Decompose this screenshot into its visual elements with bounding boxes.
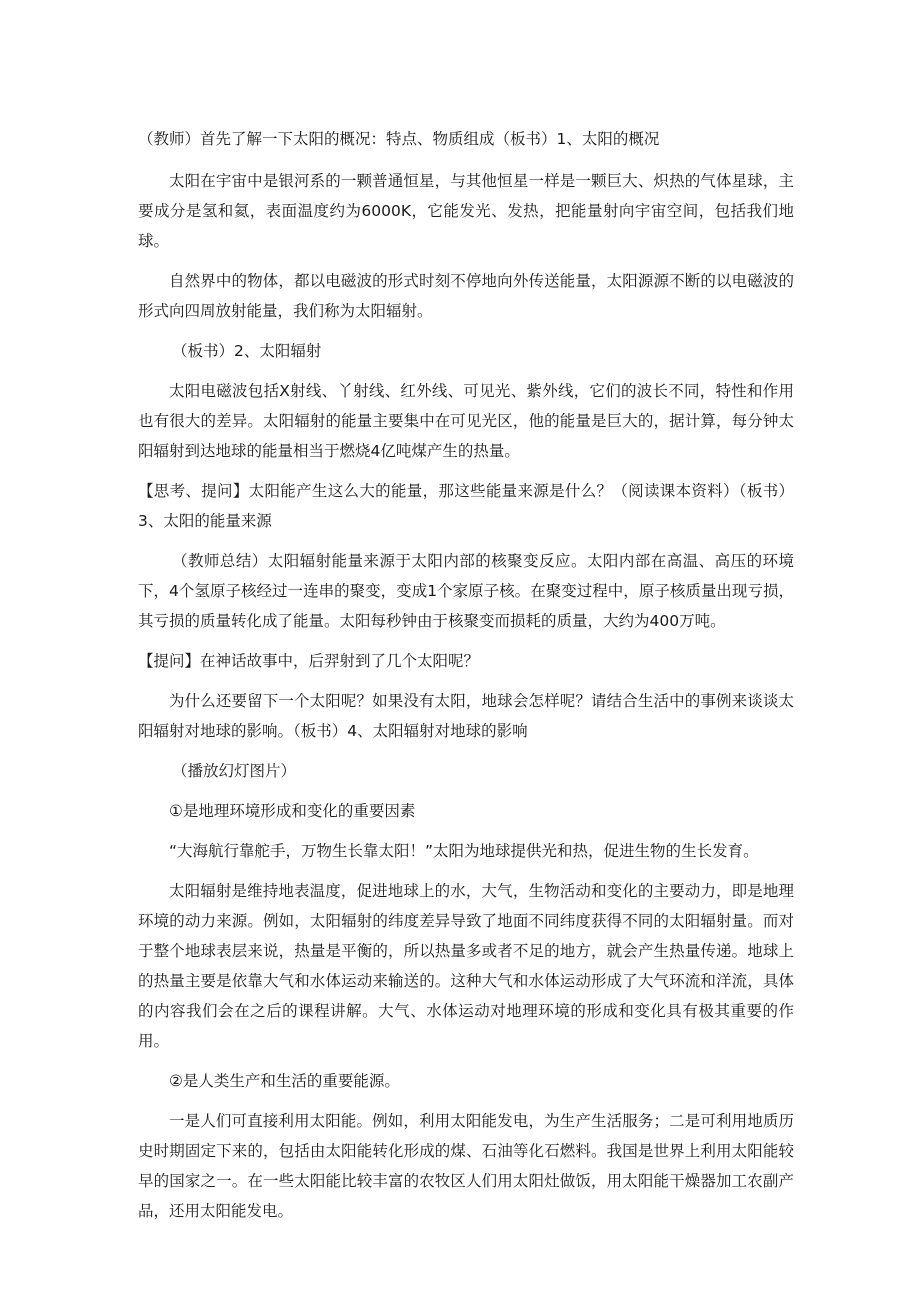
paragraph-myth-question: 【提问】在神话故事中，后羿射到了几个太阳呢？ (138, 652, 480, 670)
paragraph-electromagnetic-energy: 自然界中的物体，都以电磁波的形式时刻不停地向外传送能量，太阳源源不断的以电磁波的形式向四周放射能量，我们称为太阳辐射。 (138, 272, 794, 320)
paragraph-radiation-spectrum: 太阳电磁波包括X射线、丫射线、红外线、可见光、紫外线，它们的波长不同，特性和作用也有很大的差异。太阳辐射的能量主要集中在可见光区，他的能量是巨大的，据计算，每分钟太阳辐射到达地球的能量相当于燃烧4亿吨煤产生的热量。 (138, 382, 794, 460)
paragraph-solar-energy-use: 一是人们可直接利用太阳能。例如，利用太阳能发电，为生产生活服务；二是可利用地质历史时期固定下来的，包括由太阳能转化形成的煤、石油等化石燃料。我国是世界上利用太阳能较早的国家之一。在一些太阳能比较丰富的农牧区人们用太阳灶做饭，用太阳能干燥器加工农副产品，还用太阳能发电。 (138, 1112, 794, 1220)
paragraph-teacher-summary: （教师总结）太阳辐射能量来源于太阳内部的核聚变反应。太阳内部在高温、高压的环境下，4个氢原子核经过一连串的聚变，变成1个家原子核。在聚变过程中，原子核质量出现亏损，其亏损的质量转化成了能量。太阳每秒钟由于核聚变而损耗的质量，大约为400万吨。 (138, 552, 794, 630)
paragraph-why-one-sun: 为什么还要留下一个太阳呢？如果没有太阳，地球会怎样呢？请结合生活中的事例来谈谈太阳辐射对地球的影响。（板书）4、太阳辐射对地球的影响 (138, 692, 794, 740)
paragraph-slides-note: （播放幻灯图片） (172, 762, 297, 780)
paragraph-point-two: ②是人类生产和生活的重要能源。 (169, 1072, 400, 1090)
paragraph-solar-radiation-heading: （板书）2、太阳辐射 (172, 342, 322, 360)
paragraph-point-one: ①是地理环境形成和变化的重要因素 (169, 802, 416, 820)
document-body (138, 124, 794, 1236)
paragraph-sun-description: 太阳在宇宙中是银河系的一颗普通恒星，与其他恒星一样是一颗巨大、炽热的气体星球，主要成分是氢和氦，表面温度约为6000K，它能发光、发热，把能量射向宇宙空间，包括我们地球。 (138, 172, 794, 250)
paragraph-think-question: 【思考、提问】太阳能产生这么大的能量，那这些能量来源是什么？（阅读课本资料）（板书）3、太阳的能量来源 (138, 482, 794, 530)
paragraph-earth-energy-balance: 太阳辐射是维持地表温度，促进地球上的水，大气，生物活动和变化的主要动力，即是地理环境的动力来源。例如，太阳辐射的纬度差异导致了地面不同纬度获得不同的太阳辐射量。而对于整个地球表层来说，热量是平衡的，所以热量多或者不足的地方，就会产生热量传递。地球上的热量主要是依靠大气和水体运动来输送的。这种大气和水体运动形成了大气环流和洋流，具体的内容我们会在之后的课程讲解。大气、水体运动对地理环境的形成和变化具有极其重要的作用。 (138, 882, 794, 1050)
paragraph-proverb: “大海航行靠舵手，万物生长靠太阳！”太阳为地球提供光和热，促进生物的生长发育。 (169, 842, 759, 860)
paragraph-sun-overview-heading: （教师）首先了解一下太阳的概况：特点、物质组成（板书）1、太阳的概况 (138, 130, 660, 148)
